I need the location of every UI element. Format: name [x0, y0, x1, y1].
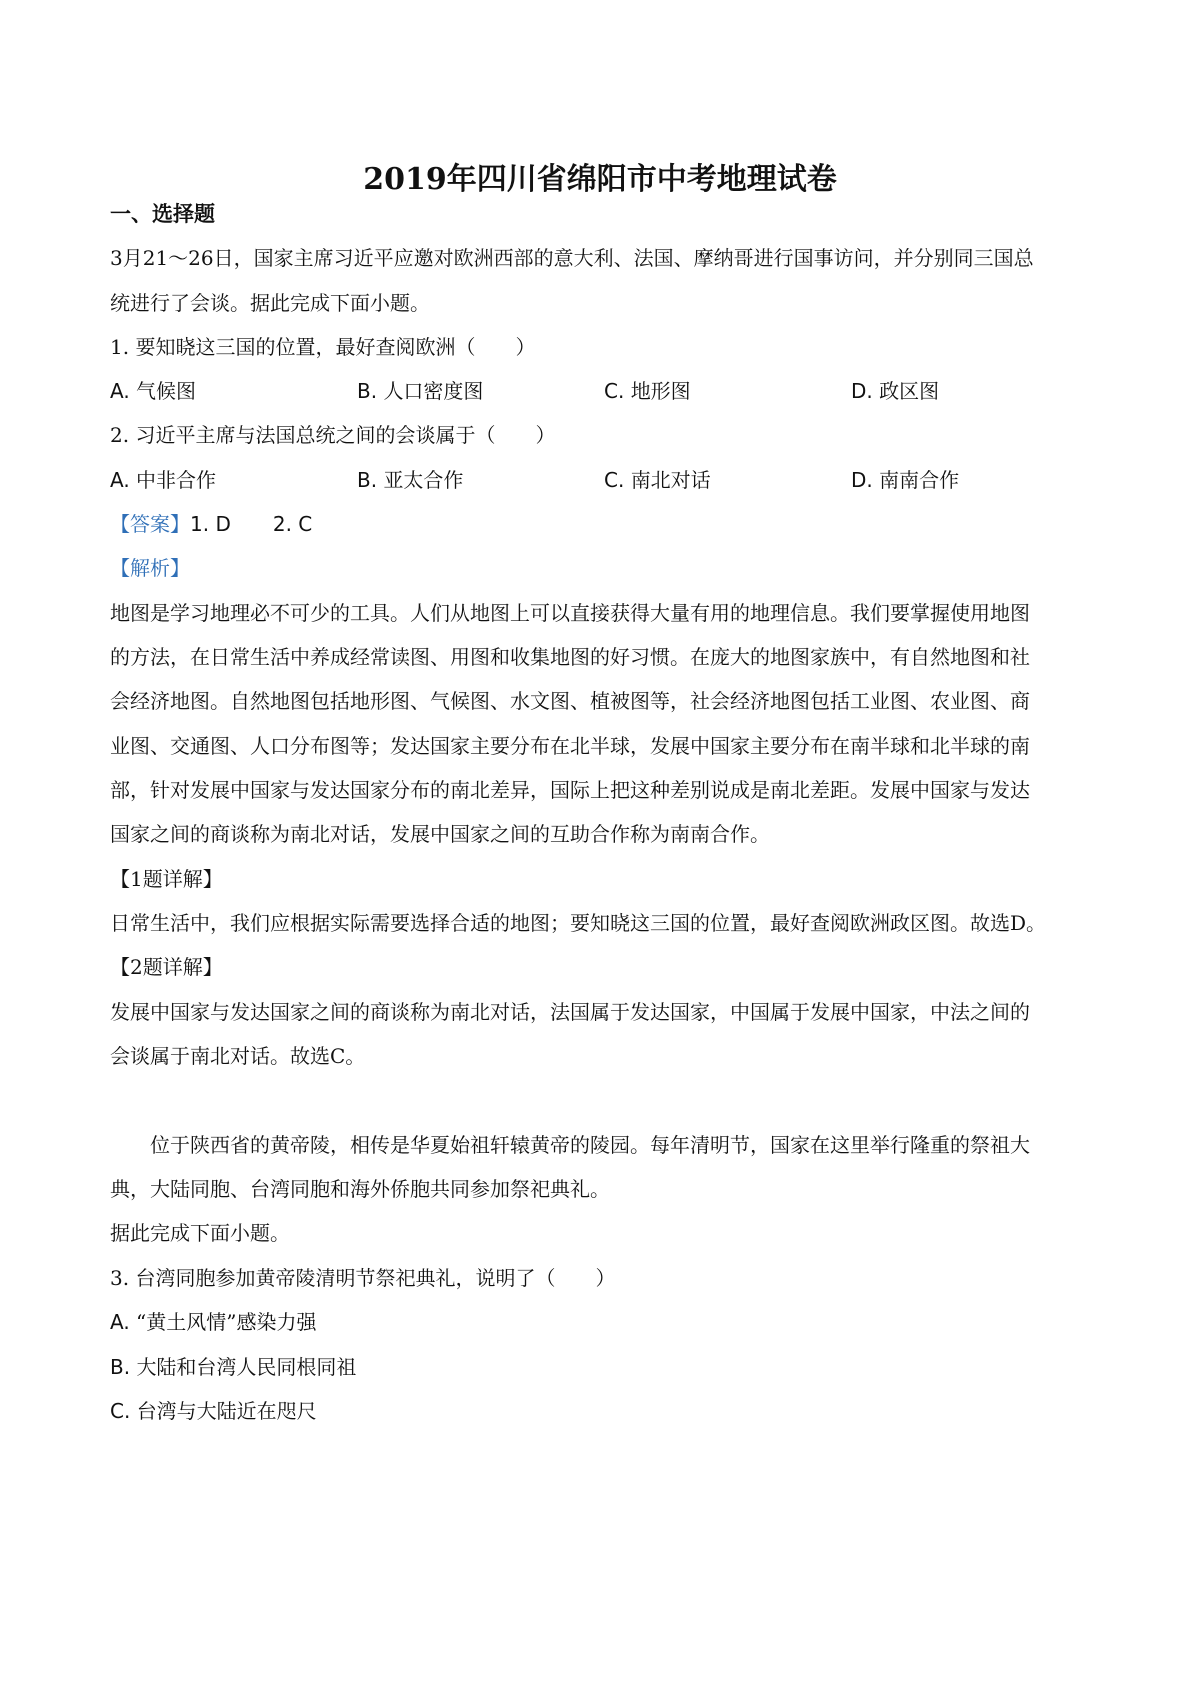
- q1-option-a: A. 气候图: [110, 379, 197, 403]
- q3-option-c: C. 台湾与大陆近在咫尺: [110, 1399, 317, 1423]
- analysis-label: 【解析】: [110, 556, 190, 580]
- q3-stem: 3. 台湾同胞参加黄帝陵清明节祭祀典礼，说明了（ ）: [110, 1266, 616, 1290]
- q2-option-a: A. 中非合作: [110, 468, 217, 492]
- intro2-line-3: 据此完成下面小题。: [110, 1221, 290, 1245]
- detail2-line-2: 会谈属于南北对话。故选C。: [110, 1044, 366, 1068]
- answer-2: 2. C: [272, 512, 313, 536]
- analysis-line-6: 国家之间的商谈称为南北对话，发展中国家之间的互助合作称为南南合作。: [110, 822, 770, 846]
- analysis-line-2: 的方法，在日常生活中养成经常读图、用图和收集地图的好习惯。在庞大的地图家族中，有自然地图和社: [110, 645, 1030, 669]
- q3-option-b: B. 大陆和台湾人民同根同祖: [110, 1355, 357, 1379]
- answer-line: [110, 510, 312, 538]
- q1-stem: 1. 要知晓这三国的位置，最好查阅欧洲（ ）: [110, 335, 536, 359]
- detail1-text: 日常生活中，我们应根据实际需要选择合适的地图；要知晓这三国的位置，最好查阅欧洲政区图。故选D。: [110, 911, 1047, 935]
- intro1-line-1: 3月21～26日，国家主席习近平应邀对欧洲西部的意大利、法国、摩纳哥进行国事访问，并分别同三国总: [110, 246, 1034, 270]
- section-heading: 一、选择题: [110, 202, 215, 226]
- intro1-line-2: 统进行了会谈。据此完成下面小题。: [110, 291, 430, 315]
- analysis-line-3: 会经济地图。自然地图包括地形图、气候图、水文图、植被图等，社会经济地图包括工业图、农业图、商: [110, 689, 1030, 713]
- answer-1: 1. D: [190, 512, 231, 536]
- analysis-line-4: 业图、交通图、人口分布图等；发达国家主要分布在北半球，发展中国家主要分布在南半球和北半球的南: [110, 734, 1030, 758]
- q2-option-c: C. 南北对话: [604, 468, 711, 492]
- intro2-line-1: 位于陕西省的黄帝陵，相传是华夏始祖轩辕黄帝的陵园。每年清明节，国家在这里举行隆重的祭祖大: [150, 1133, 1030, 1157]
- q1-option-b: B. 人口密度图: [357, 379, 484, 403]
- q1-option-d: D. 政区图: [851, 379, 940, 403]
- detail2-line-1: 发展中国家与发达国家之间的商谈称为南北对话，法国属于发达国家，中国属于发展中国家，中法之间的: [110, 1000, 1030, 1024]
- intro2-line-2: 典，大陆同胞、台湾同胞和海外侨胞共同参加祭祀典礼。: [110, 1177, 610, 1201]
- q2-option-d: D. 南南合作: [851, 468, 960, 492]
- q3-option-a: A. “黄土风情”感染力强: [110, 1310, 317, 1334]
- analysis-line-5: 部，针对发展中国家与发达国家分布的南北差异，国际上把这种差别说成是南北差距。发展中国家与发达: [110, 778, 1030, 802]
- analysis-line-1: 地图是学习地理必不可少的工具。人们从地图上可以直接获得大量有用的地理信息。我们要掌握使用地图: [110, 601, 1030, 625]
- q1-option-c: C. 地形图: [604, 379, 691, 403]
- q2-option-b: B. 亚太合作: [357, 468, 464, 492]
- answer-label: 【答案】: [110, 512, 190, 536]
- detail1-label: 【1题详解】: [110, 867, 223, 891]
- page-title: 2019年四川省绵阳市中考地理试卷: [363, 162, 837, 197]
- detail2-label: 【2题详解】: [110, 955, 223, 979]
- q2-stem: 2. 习近平主席与法国总统之间的会谈属于（ ）: [110, 423, 556, 447]
